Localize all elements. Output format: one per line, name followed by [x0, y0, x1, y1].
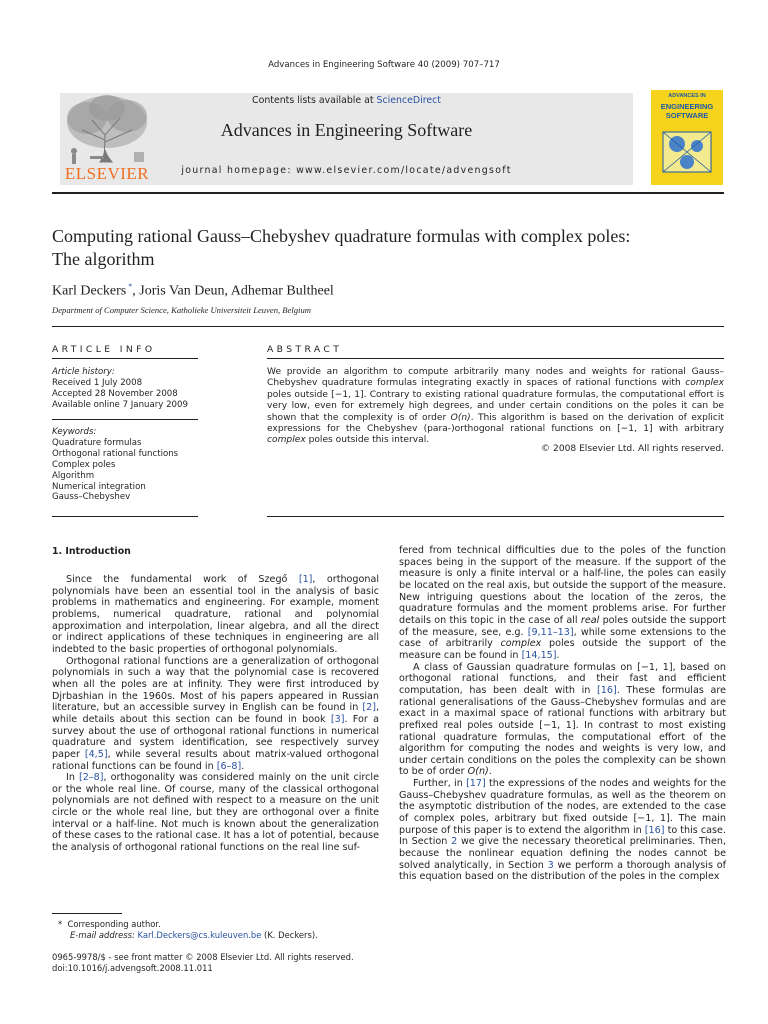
header-rule: [52, 192, 724, 194]
history-label: Article history:: [52, 367, 115, 377]
article-title-line1: Computing rational Gauss–Chebyshev quadrature formulas with complex poles:: [52, 226, 631, 246]
abstract-heading: ABSTRACT: [267, 344, 343, 355]
front-matter: [52, 952, 354, 974]
text-run: , while details about this section can be found in book: [52, 702, 379, 725]
keyword: Quadrature formulas: [52, 437, 142, 448]
paragraph: [399, 545, 726, 662]
section-link[interactable]: 2: [451, 836, 458, 848]
text-run: the expressions of the nodes and weights for the Gauss–Chebyshev quadrature formulas, as well as the theorem on the asymptotic distribution of the nodes, are extended to the case of complex poles, arbitrary but fixed outside [−1, 1]. The main purpose of this paper is to extend the algorithm in: [399, 778, 726, 836]
text-run: . These formulas are rational generalisations of the Gauss–Chebyshev formulas and are exact in a maximal space of rational functions with arbitrary but prefixed real poles outside [−1, 1]. In contrast to most existing rational quadrature formulas, the computational effort of the algorithm for computing the nodes and weights is very low, and under certain conditions on the poles the complexity can be shown to be of order: [399, 684, 726, 778]
keyword: Numerical integration: [52, 481, 146, 492]
abstract-part: We provide an algorithm to compute arbitrarily many nodes and weights for rational Gauss–Chebyshev quadrature formulas integrating exactly in spaces of rational functions with: [267, 367, 724, 389]
affiliation-rule: [52, 326, 724, 327]
article-info-heading: ARTICLE INFO: [52, 344, 156, 355]
text-run: . For a survey about the use of orthogonal rational functions in numerical quadrature and system identification, see respectively survey paper: [52, 713, 379, 760]
abstract-emphasis: complex: [685, 378, 724, 389]
email-link[interactable]: Karl.Deckers@cs.kuleuven.be: [137, 930, 262, 940]
citation-link[interactable]: [14,15]: [521, 649, 557, 661]
article-history: [52, 367, 198, 411]
citation-link[interactable]: [9,11–13]: [527, 626, 574, 638]
contents-prefix: Contents lists available at: [252, 95, 377, 106]
text-run: Since the fundamental work of Szegő: [66, 574, 299, 585]
history-rule: [52, 419, 198, 420]
citation-link[interactable]: [3]: [330, 713, 345, 725]
citation-link[interactable]: [16]: [597, 684, 617, 696]
citation-link[interactable]: [16]: [644, 824, 665, 836]
text-run: to this case. In Section: [399, 824, 726, 848]
text-run: we perform a thorough analysis of this equation based on the distribution of the poles in the complex: [399, 859, 726, 883]
publisher-logo-text: ELSEVIER: [64, 164, 150, 183]
text-run: Further, in: [413, 778, 467, 790]
keyword: Algorithm: [52, 470, 95, 481]
paragraph: [52, 656, 379, 773]
corresponding-author-mark[interactable]: *: [128, 282, 133, 291]
article-info-rule: [52, 358, 198, 359]
coauthor-names: , Joris Van Deun, Adhemar Bultheel: [132, 283, 334, 299]
abstract-part: . This algorithm is based on the derivation of explicit expressions for the Chebyshev (para-)orthogonal rational functions on [−1, 1] with arbitrary: [267, 412, 724, 435]
keywords-label: Keywords:: [52, 427, 97, 437]
footnote-rule: [52, 913, 122, 914]
text-run: we give the necessary theoretical preliminaries. Then, because the nonlinear equation defining the nodes cannot be solved analytically, in Section: [399, 836, 727, 871]
cover-line2: ENGINEERING: [660, 102, 714, 111]
text-run: fered from technical difficulties due to the poles of the function spaces being in the support of the measure. If the support of the measure is only a finite interval or a half-line, the poles can easily be located on the real axis, but outside the support of the measure. New intriguing questions about the location of the zeros, the quadrature formulas and the moment problems arise. For further details on this topic in the case of all: [399, 545, 726, 626]
abstract-rule: [267, 358, 724, 359]
keyword: Gauss–Chebyshev: [52, 492, 131, 503]
text-run: In: [66, 772, 80, 784]
text-run: poles outside the support of the measure can be found in: [399, 638, 726, 661]
abstract-copyright: © 2008 Elsevier Ltd. All rights reserved.: [541, 444, 724, 454]
section-heading-introduction: 1. Introduction: [52, 546, 131, 557]
history-accepted: Accepted 28 November 2008: [52, 388, 178, 399]
history-online: Available online 7 January 2009: [52, 399, 188, 410]
journal-cover-image[interactable]: [651, 90, 723, 185]
affiliation: Department of Computer Science, Katholieke Universiteit Leuven, Belgium: [52, 305, 311, 315]
text-run: A class of Gaussian quadrature formulas on [−1, 1], based on orthogonal rational functions, and their fast and efficient computation, has been dealt with in: [399, 661, 726, 696]
email-label: E-mail address:: [70, 930, 135, 940]
emphasis: real: [580, 614, 600, 626]
author-name: Karl Deckers: [52, 283, 127, 299]
citation-link[interactable]: [6–8]: [216, 760, 242, 772]
paragraph: [399, 778, 726, 883]
text-run: Orthogonal rational functions are a generalization of orthogonal polynomials in such a way that the polynomial case is recovered when all the poles are at infinity. They were first introduced by Djrbashian in the 1960s. Most of his papers appeared in Russian literature, but an accessible survey in English can be found in: [52, 655, 379, 714]
emphasis: complex: [500, 638, 542, 650]
journal-homepage[interactable]: journal homepage: www.elsevier.com/locate/advengsoft: [181, 165, 512, 176]
keyword: Complex poles: [52, 459, 116, 470]
body-column-right: [399, 545, 726, 883]
keywords: [52, 427, 198, 503]
text-run: poles outside the support of the measure, see, e.g.: [399, 614, 726, 638]
paragraph: [399, 662, 726, 779]
footnote-corresponding: [52, 919, 318, 930]
complexity-order: O(n): [467, 766, 489, 778]
footnote: [52, 919, 318, 941]
article-title: [52, 225, 722, 271]
journal-title[interactable]: Advances in Engineering Software: [220, 120, 473, 140]
citation-link[interactable]: [4,5]: [84, 748, 108, 760]
abstract-end-rule: [267, 516, 724, 517]
keywords-rule: [52, 516, 198, 517]
footnote-label: Corresponding author.: [67, 919, 161, 929]
citation-link[interactable]: [17]: [466, 778, 486, 790]
citation-link[interactable]: [1]: [298, 574, 313, 585]
citation-link[interactable]: [2]: [362, 702, 376, 714]
sciencedirect-link[interactable]: ScienceDirect: [376, 95, 441, 106]
body-column-left: [52, 574, 379, 854]
authors: [52, 282, 334, 300]
paragraph: [52, 772, 379, 854]
cover-line1: ADVANCES IN: [668, 93, 706, 99]
abstract-part: poles outside [−1, 1]. Contrary to existing rational quadrature formulas, the computational effort is very low, even for extremely high degrees, and under certain conditions on the poles it can be shown that the complexity is of order: [267, 389, 724, 423]
text-run: .: [488, 766, 492, 778]
citation-link[interactable]: [2–8]: [79, 772, 104, 784]
text-run: .: [556, 649, 560, 661]
text-run: , while several results about matrix-valued orthogonal rational functions can be found in: [52, 748, 379, 772]
issn-line: 0965-9978/$ - see front matter © 2008 Elsevier Ltd. All rights reserved.: [52, 952, 354, 962]
abstract-emphasis: complex: [267, 435, 306, 446]
section-link[interactable]: 3: [547, 859, 554, 871]
abstract-text: [267, 367, 724, 447]
cover-line3: SOFTWARE: [665, 111, 709, 120]
footnote-email: [52, 930, 318, 941]
cover-graphic-icon: [657, 124, 717, 180]
keyword: Orthogonal rational functions: [52, 448, 179, 459]
footnote-mark: *: [58, 919, 63, 929]
abstract-part: poles outside this interval.: [305, 435, 430, 446]
text-run: , orthogonality was considered mainly on the unit circle or the whole real line. Of course, many of the classical orthogonal polynomials are not defined with respect to a measure on the unit circle or the whole real line, but they are orthogonal over a finite interval or a half-line. Not much is known about the generalization of these cases to the rational case. It has a lot of potential, because the analysis of orthogonal rational functions on the real line suf-: [52, 772, 379, 854]
text-run: .: [241, 760, 245, 772]
text-run: , orthogonal polynomials have been an essential tool in the analysis of basic problems in mathematics and engineering. For example, moment problems, numerical quadrature, rational and polynomial approximation and interpolation, linear algebra, and all the direct or indirect applications of these techniques in engineering are all indebted to the basic properties of orthogonal polynomials.: [52, 574, 379, 655]
article-title-line2: The algorithm: [52, 249, 155, 269]
abstract-complexity: O(n): [450, 412, 471, 423]
history-received: Received 1 July 2008: [52, 377, 143, 388]
doi-line[interactable]: doi:10.1016/j.advengsoft.2008.11.011: [52, 963, 213, 973]
email-suffix: (K. Deckers).: [261, 930, 318, 940]
journal-citation: Advances in Engineering Software 40 (2009) 707–717: [268, 60, 500, 70]
text-run: , while some extensions to the case of arbitrarily: [399, 626, 726, 650]
paragraph: [52, 574, 379, 656]
